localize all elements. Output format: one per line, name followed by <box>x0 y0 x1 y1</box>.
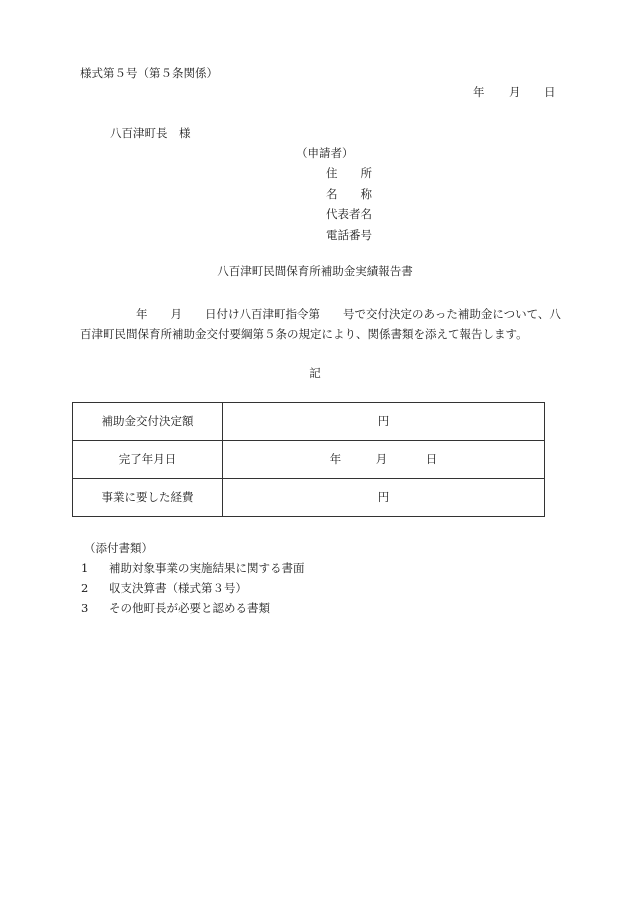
applicant-name-label: 名 称 <box>326 186 372 201</box>
applicant-phone-label: 電話番号 <box>326 227 372 242</box>
submission-date <box>473 87 556 99</box>
row-value-completion-date <box>223 441 545 479</box>
row-value-subsidy-amount: 円 <box>223 403 545 441</box>
list-item <box>81 563 305 583</box>
list-item <box>81 603 305 623</box>
attachments-list <box>81 563 305 623</box>
date-month: 月 <box>509 85 521 99</box>
applicant-fields <box>326 168 372 250</box>
form-number: 様式第５号（第５条関係） <box>80 66 218 80</box>
attachment-text: 収支決算書（様式第３号） <box>109 581 247 595</box>
completion-day: 日 <box>425 451 438 466</box>
list-item <box>81 583 305 603</box>
row-value-expenses: 円 <box>223 479 545 517</box>
row-label-subsidy-amount: 補助金交付決定額 <box>73 403 223 441</box>
report-table <box>72 402 545 517</box>
body-text-line-2: 百津町民間保育所補助金交付要綱第５条の規定により、関係書類を添えて報告します。 <box>80 327 528 341</box>
table-row <box>73 441 545 479</box>
applicant-address-label: 住 所 <box>326 166 372 180</box>
attachment-number: 1 <box>81 561 89 575</box>
table-row <box>73 403 545 441</box>
applicant-heading: （申請者） <box>296 146 354 160</box>
addressee: 八百津町長 様 <box>110 126 191 140</box>
date-day: 日 <box>544 85 556 99</box>
row-label-expenses: 事業に要した経費 <box>73 479 223 517</box>
row-label-completion-date: 完了年月日 <box>73 441 223 479</box>
attachments-heading: （添付書類） <box>84 541 153 555</box>
attachment-number: 2 <box>81 581 89 595</box>
applicant-representative-label: 代表者名 <box>326 207 372 221</box>
attachment-text: その他町長が必要と認める書類 <box>109 601 270 615</box>
body-text-line-1: 年 月 日付け八百津町指令第 号で交付決定のあった補助金について、八 <box>136 307 561 321</box>
attachment-text: 補助対象事業の実施結果に関する書面 <box>109 561 305 575</box>
ki-heading: 記 <box>309 366 321 380</box>
completion-year: 年 <box>329 451 342 466</box>
completion-month: 月 <box>375 451 388 466</box>
attachment-number: 3 <box>81 601 89 615</box>
date-year: 年 <box>473 85 485 99</box>
table-row <box>73 479 545 517</box>
report-title: 八百津町民間保育所補助金実績報告書 <box>217 264 413 278</box>
